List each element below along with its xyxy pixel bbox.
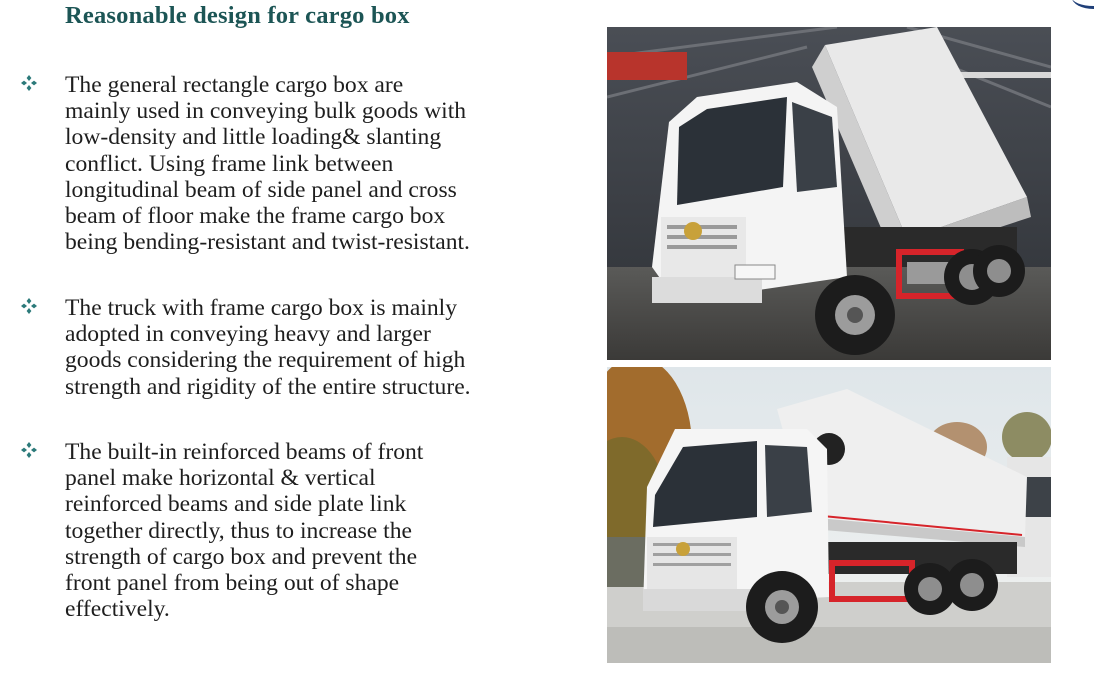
paragraph-line: low-density and little loading& slanting [65, 124, 442, 151]
paragraph-line: The truck with frame cargo box is mainly [65, 295, 458, 321]
truck-photo-outdoor [607, 367, 1051, 663]
paragraph-line: strength and rigidity of the entire structure. [65, 373, 471, 400]
paragraph-line: goods considering the requirement of high [65, 347, 466, 374]
paragraph-line: being bending-resistant and twist-resistant. [65, 229, 470, 256]
paragraph-line: together directly, thus to increase the [65, 517, 413, 544]
paragraph-line: The general rectangle cargo box are [65, 72, 404, 98]
paragraph-line: The built-in reinforced beams of front [65, 439, 424, 465]
paragraph-line: adopted in conveying heavy and larger [65, 321, 431, 348]
paragraph-line: strength of cargo box and prevent the [65, 543, 418, 570]
paragraph-line: mainly used in conveying bulk goods with [65, 98, 467, 125]
four-diamond-bullet-icon [21, 442, 37, 458]
slide-corner-decoration [1072, 0, 1094, 9]
bullet-paragraph-1 [65, 72, 470, 255]
paragraph-line: front panel from being out of shape [65, 569, 400, 596]
bullet-paragraph-3 [65, 439, 423, 622]
four-diamond-bullet-icon [21, 298, 37, 314]
paragraph-line: conflict. Using frame link between [65, 150, 394, 177]
paragraph-line: effectively. [65, 596, 170, 623]
four-diamond-bullet-icon [21, 75, 37, 91]
paragraph-line: reinforced beams and side plate link [65, 491, 407, 518]
paragraph-line: beam of floor make the frame cargo box [65, 202, 446, 229]
paragraph-line: panel make horizontal & vertical [65, 465, 376, 492]
paragraph-line: longitudinal beam of side panel and cross [65, 176, 457, 203]
slide-title: Reasonable design for cargo box [65, 2, 410, 29]
bullet-paragraph-2 [65, 295, 471, 400]
truck-photo-workshop [607, 27, 1051, 360]
